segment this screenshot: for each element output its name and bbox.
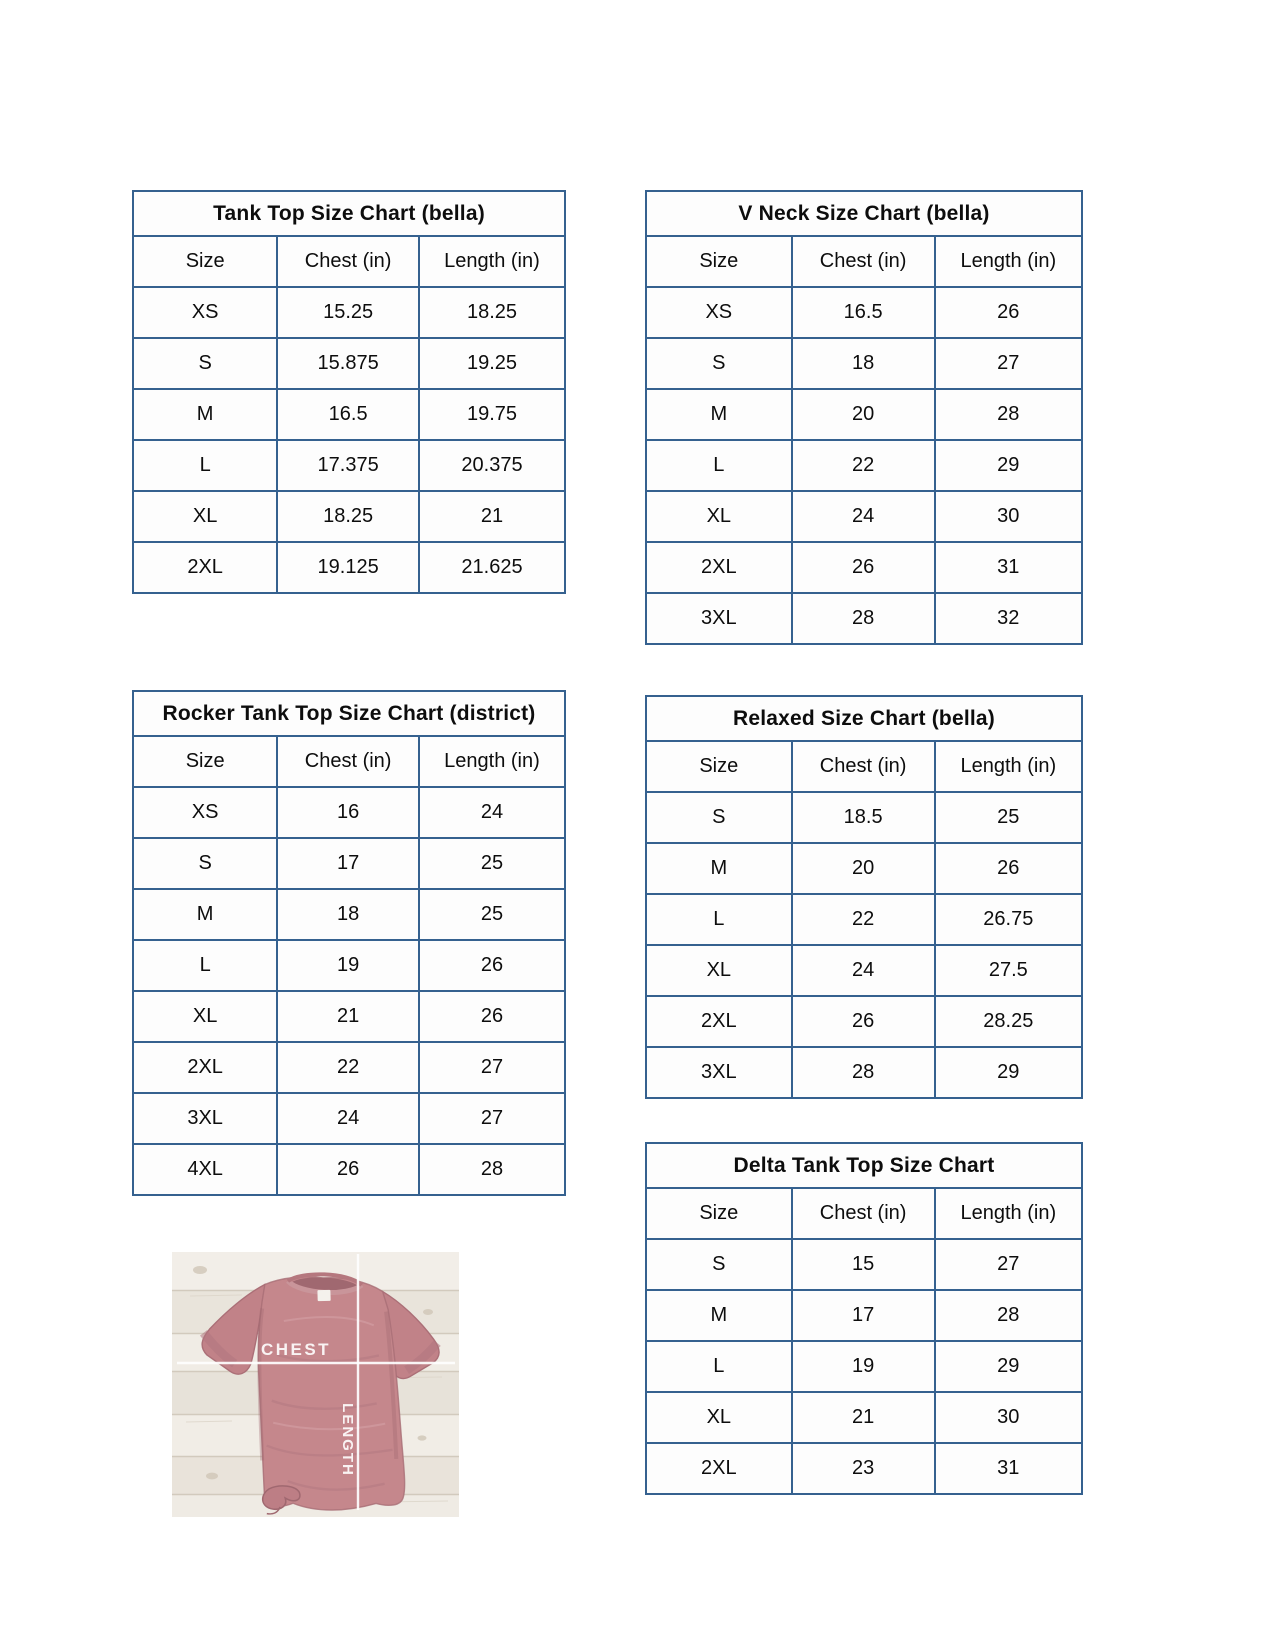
table-cell: 29 bbox=[935, 440, 1082, 491]
column-header: Size bbox=[133, 736, 277, 787]
column-header: Size bbox=[133, 236, 277, 287]
table-cell: 25 bbox=[419, 838, 565, 889]
table-cell: 2XL bbox=[646, 542, 792, 593]
table-cell: 2XL bbox=[646, 1443, 792, 1494]
table-cell: XL bbox=[133, 491, 277, 542]
table-row bbox=[646, 1290, 1082, 1341]
table-row bbox=[646, 389, 1082, 440]
table-cell: 28 bbox=[935, 389, 1082, 440]
table-cell: 28.25 bbox=[935, 996, 1082, 1047]
table-cell: XL bbox=[133, 991, 277, 1042]
table-cell: 18.5 bbox=[792, 792, 935, 843]
table-cell: 31 bbox=[935, 542, 1082, 593]
table-cell: 28 bbox=[792, 1047, 935, 1098]
table-cell: 18.25 bbox=[277, 491, 419, 542]
column-header: Length (in) bbox=[935, 741, 1082, 792]
table-header-row bbox=[133, 236, 565, 287]
table-cell: 21.625 bbox=[419, 542, 565, 593]
table-cell: S bbox=[133, 838, 277, 889]
table-cell: 19 bbox=[792, 1341, 935, 1392]
table-cell: 15.875 bbox=[277, 338, 419, 389]
table-cell: 25 bbox=[419, 889, 565, 940]
table-cell: 28 bbox=[792, 593, 935, 644]
table-cell: 19 bbox=[277, 940, 419, 991]
table-row bbox=[133, 1042, 565, 1093]
table-row bbox=[133, 1144, 565, 1195]
table-title: Relaxed Size Chart (bella) bbox=[646, 696, 1082, 741]
chest-label: CHEST bbox=[260, 1340, 332, 1359]
shirt-measurement-photo bbox=[172, 1252, 459, 1517]
table-header-row bbox=[646, 741, 1082, 792]
tank-top-size-table bbox=[132, 190, 566, 594]
table-cell: 24 bbox=[792, 491, 935, 542]
table-cell: 27 bbox=[935, 1239, 1082, 1290]
table-cell: XS bbox=[646, 287, 792, 338]
size-table bbox=[645, 695, 1083, 1099]
table-cell: S bbox=[646, 792, 792, 843]
table-header-row bbox=[646, 236, 1082, 287]
table-row bbox=[646, 945, 1082, 996]
table-cell: 17 bbox=[792, 1290, 935, 1341]
table-cell: 2XL bbox=[133, 542, 277, 593]
table-row bbox=[133, 787, 565, 838]
table-cell: 26 bbox=[935, 843, 1082, 894]
table-cell: 21 bbox=[792, 1392, 935, 1443]
table-header-row bbox=[133, 736, 565, 787]
table-cell: 26 bbox=[792, 542, 935, 593]
table-cell: 26.75 bbox=[935, 894, 1082, 945]
table-cell: S bbox=[646, 1239, 792, 1290]
size-table bbox=[645, 190, 1083, 645]
table-row bbox=[646, 1239, 1082, 1290]
table-cell: XL bbox=[646, 945, 792, 996]
table-cell: L bbox=[646, 894, 792, 945]
table-row bbox=[646, 440, 1082, 491]
table-cell: L bbox=[133, 440, 277, 491]
table-cell: 3XL bbox=[646, 593, 792, 644]
table-title: Rocker Tank Top Size Chart (district) bbox=[133, 691, 565, 736]
table-row bbox=[133, 287, 565, 338]
table-row bbox=[646, 792, 1082, 843]
table-cell: XS bbox=[133, 787, 277, 838]
table-cell: 28 bbox=[419, 1144, 565, 1195]
table-cell: S bbox=[646, 338, 792, 389]
table-cell: 29 bbox=[935, 1047, 1082, 1098]
table-cell: L bbox=[646, 440, 792, 491]
table-row bbox=[646, 894, 1082, 945]
table-row bbox=[133, 838, 565, 889]
table-cell: M bbox=[646, 843, 792, 894]
table-cell: M bbox=[646, 1290, 792, 1341]
table-cell: 16.5 bbox=[277, 389, 419, 440]
column-header: Chest (in) bbox=[277, 736, 419, 787]
table-cell: 26 bbox=[277, 1144, 419, 1195]
table-cell: 32 bbox=[935, 593, 1082, 644]
table-row bbox=[646, 843, 1082, 894]
table-cell: 22 bbox=[792, 894, 935, 945]
table-row bbox=[133, 991, 565, 1042]
table-cell: 4XL bbox=[133, 1144, 277, 1195]
table-cell: 20 bbox=[792, 389, 935, 440]
table-row bbox=[646, 1443, 1082, 1494]
table-cell: 19.125 bbox=[277, 542, 419, 593]
table-cell: 20 bbox=[792, 843, 935, 894]
relaxed-size-table bbox=[645, 695, 1083, 1099]
table-cell: 25 bbox=[935, 792, 1082, 843]
table-cell: 26 bbox=[935, 287, 1082, 338]
size-table bbox=[645, 1142, 1083, 1495]
table-row bbox=[133, 889, 565, 940]
table-cell: 18.25 bbox=[419, 287, 565, 338]
table-cell: 24 bbox=[277, 1093, 419, 1144]
table-row bbox=[646, 491, 1082, 542]
size-table bbox=[132, 690, 566, 1196]
table-cell: 23 bbox=[792, 1443, 935, 1494]
table-cell: 22 bbox=[277, 1042, 419, 1093]
table-title: Delta Tank Top Size Chart bbox=[646, 1143, 1082, 1188]
column-header: Length (in) bbox=[935, 1188, 1082, 1239]
table-row bbox=[646, 593, 1082, 644]
table-cell: 27 bbox=[935, 338, 1082, 389]
table-row bbox=[646, 1047, 1082, 1098]
table-cell: 30 bbox=[935, 491, 1082, 542]
column-header: Chest (in) bbox=[277, 236, 419, 287]
table-cell: 17 bbox=[277, 838, 419, 889]
table-cell: 20.375 bbox=[419, 440, 565, 491]
table-row bbox=[133, 389, 565, 440]
table-cell: XS bbox=[133, 287, 277, 338]
table-cell: 21 bbox=[277, 991, 419, 1042]
table-cell: 15.25 bbox=[277, 287, 419, 338]
table-cell: 21 bbox=[419, 491, 565, 542]
column-header: Size bbox=[646, 741, 792, 792]
table-row bbox=[646, 287, 1082, 338]
table-cell: 18 bbox=[792, 338, 935, 389]
column-header: Chest (in) bbox=[792, 1188, 935, 1239]
table-cell: XL bbox=[646, 1392, 792, 1443]
table-row bbox=[646, 1392, 1082, 1443]
size-table bbox=[132, 190, 566, 594]
table-cell: 18 bbox=[277, 889, 419, 940]
table-cell: 2XL bbox=[646, 996, 792, 1047]
table-title: V Neck Size Chart (bella) bbox=[646, 191, 1082, 236]
table-cell: 17.375 bbox=[277, 440, 419, 491]
table-row bbox=[646, 996, 1082, 1047]
table-cell: 26 bbox=[419, 991, 565, 1042]
table-row bbox=[133, 542, 565, 593]
table-cell: 28 bbox=[935, 1290, 1082, 1341]
table-header-row bbox=[646, 1188, 1082, 1239]
table-title: Tank Top Size Chart (bella) bbox=[133, 191, 565, 236]
table-cell: L bbox=[646, 1341, 792, 1392]
column-header: Length (in) bbox=[935, 236, 1082, 287]
table-cell: M bbox=[646, 389, 792, 440]
table-cell: 29 bbox=[935, 1341, 1082, 1392]
table-row bbox=[646, 542, 1082, 593]
length-label: LENGTH bbox=[339, 1403, 356, 1477]
shirt-photo-illustration bbox=[172, 1252, 459, 1517]
table-cell: 30 bbox=[935, 1392, 1082, 1443]
table-cell: XL bbox=[646, 491, 792, 542]
delta-tank-top-size-table bbox=[645, 1142, 1083, 1495]
table-cell: 31 bbox=[935, 1443, 1082, 1494]
column-header: Size bbox=[646, 1188, 792, 1239]
table-cell: 27 bbox=[419, 1093, 565, 1144]
table-cell: 16.5 bbox=[792, 287, 935, 338]
table-row bbox=[646, 338, 1082, 389]
table-cell: 3XL bbox=[646, 1047, 792, 1098]
table-row bbox=[133, 338, 565, 389]
table-row bbox=[133, 440, 565, 491]
v-neck-size-table bbox=[645, 190, 1083, 645]
table-cell: M bbox=[133, 389, 277, 440]
table-cell: 26 bbox=[419, 940, 565, 991]
table-cell: 15 bbox=[792, 1239, 935, 1290]
table-row bbox=[133, 491, 565, 542]
column-header: Length (in) bbox=[419, 236, 565, 287]
table-cell: 2XL bbox=[133, 1042, 277, 1093]
table-cell: L bbox=[133, 940, 277, 991]
table-cell: M bbox=[133, 889, 277, 940]
table-cell: 19.75 bbox=[419, 389, 565, 440]
table-cell: 24 bbox=[419, 787, 565, 838]
table-cell: 27 bbox=[419, 1042, 565, 1093]
table-cell: 27.5 bbox=[935, 945, 1082, 996]
column-header: Chest (in) bbox=[792, 741, 935, 792]
rocker-tank-top-size-table bbox=[132, 690, 566, 1196]
table-cell: 19.25 bbox=[419, 338, 565, 389]
table-cell: 22 bbox=[792, 440, 935, 491]
table-row bbox=[133, 940, 565, 991]
column-header: Size bbox=[646, 236, 792, 287]
column-header: Length (in) bbox=[419, 736, 565, 787]
table-cell: S bbox=[133, 338, 277, 389]
column-header: Chest (in) bbox=[792, 236, 935, 287]
table-cell: 26 bbox=[792, 996, 935, 1047]
table-row bbox=[133, 1093, 565, 1144]
table-cell: 16 bbox=[277, 787, 419, 838]
table-row bbox=[646, 1341, 1082, 1392]
table-cell: 24 bbox=[792, 945, 935, 996]
table-cell: 3XL bbox=[133, 1093, 277, 1144]
